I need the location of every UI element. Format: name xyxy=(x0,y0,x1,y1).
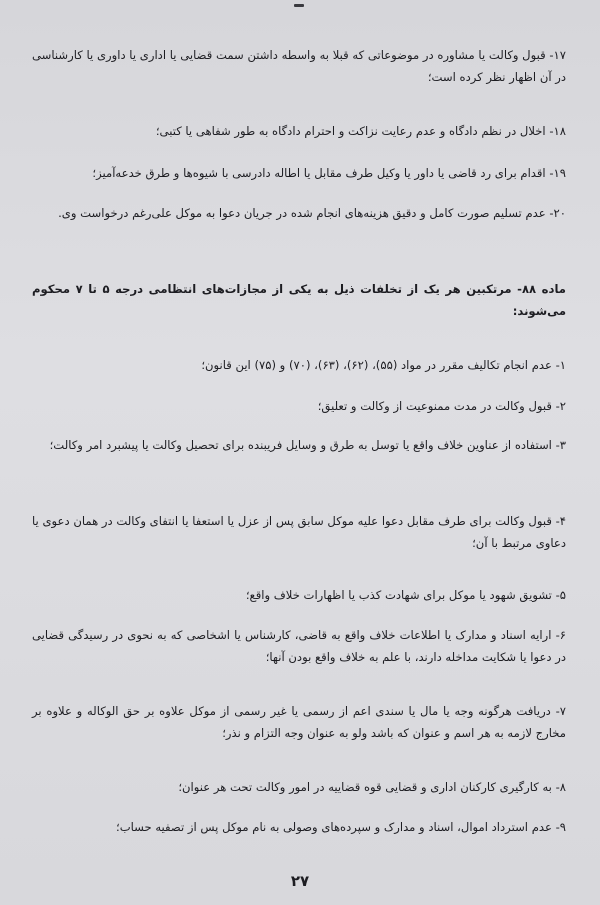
article-88-item-3: ۳- استفاده از عناوین خلاف واقع یا توسل به طرق و وسایل فریبنده برای تحصیل وکالت یا پیشبرد امر وکالت؛ xyxy=(49,437,566,452)
clause-20: ۲۰- عدم تسلیم صورت کامل و دقیق هزینه‌های انجام شده در جریان دعوا به موکل علی‌رغم درخواست وی. xyxy=(58,205,566,220)
clause-19: ۱۹- اقدام برای رد قاضی یا داور یا وکیل طرف مقابل یا اطاله دادرسی با شیوه‌ها و طرق خدعه‌آمیز؛ xyxy=(92,165,566,180)
article-88-item-7: ۷- دریافت هرگونه وجه یا مال یا سندی اعم از رسمی یا غیر رسمی از موکل علاوه بر حق الوکاله و علاوه بر مخارج لازمه به هر اسم و عنوان که باشد ولو به عنوان وجه التزام و نذر؛ xyxy=(32,703,566,740)
article-88-item-8: ۸- به کارگیری کارکنان اداری و قضایی قوه قضاییه در امور وکالت تحت هر عنوان؛ xyxy=(178,779,566,794)
clause-17: ۱۷- قبول وکالت یا مشاوره در موضوعاتی که قبلا به واسطه داشتن سمت قضایی یا اداری یا داوری یا کارشناسی در آن اظهار نظر کرده است؛ xyxy=(32,47,566,84)
article-88-item-6: ۶- ارایه اسناد و مدارک یا اطلاعات خلاف واقع به قاضی، کارشناس یا اشخاصی که به نحوی در رسیدگی قضایی در دعوا یا شکایت مداخله دارند، با علم به خلاف واقع بودن آنها؛ xyxy=(32,627,566,664)
article-88-item-9: ۹- عدم استرداد اموال، اسناد و مدارک و سپرده‌های وصولی به نام موکل پس از تصفیه حساب؛ xyxy=(116,819,566,834)
article-88-item-4: ۴- قبول وکالت برای طرف مقابل دعوا علیه موکل سابق پس از عزل یا استعفا یا انتفای وکالت در همان دعوی یا دعاوی مرتبط با آن؛ xyxy=(32,513,566,550)
article-88-item-1: ۱- عدم انجام تکالیف مقرر در مواد (۵۵)، (۶۲)، (۶۳)، (۷۰) و (۷۵) این قانون؛ xyxy=(201,357,566,372)
article-88-item-2: ۲- قبول وکالت در مدت ممنوعیت از وکالت و تعلیق؛ xyxy=(317,398,566,413)
scan-mark xyxy=(294,4,304,7)
article-88-item-5: ۵- تشویق شهود یا موکل برای شهادت کذب یا اظهارات خلاف واقع؛ xyxy=(245,587,566,602)
article-88-heading: ماده ۸۸- مرتکبین هر یک از تخلفات ذیل به یکی از مجازات‌های انتظامی درجه ۵ تا ۷ محکوم می‌شوند: xyxy=(32,281,566,318)
clause-18: ۱۸- اخلال در نظم دادگاه و عدم رعایت نزاکت و احترام دادگاه به طور شفاهی یا کتبی؛ xyxy=(155,123,566,138)
page-number: ۲۷ xyxy=(290,872,310,890)
